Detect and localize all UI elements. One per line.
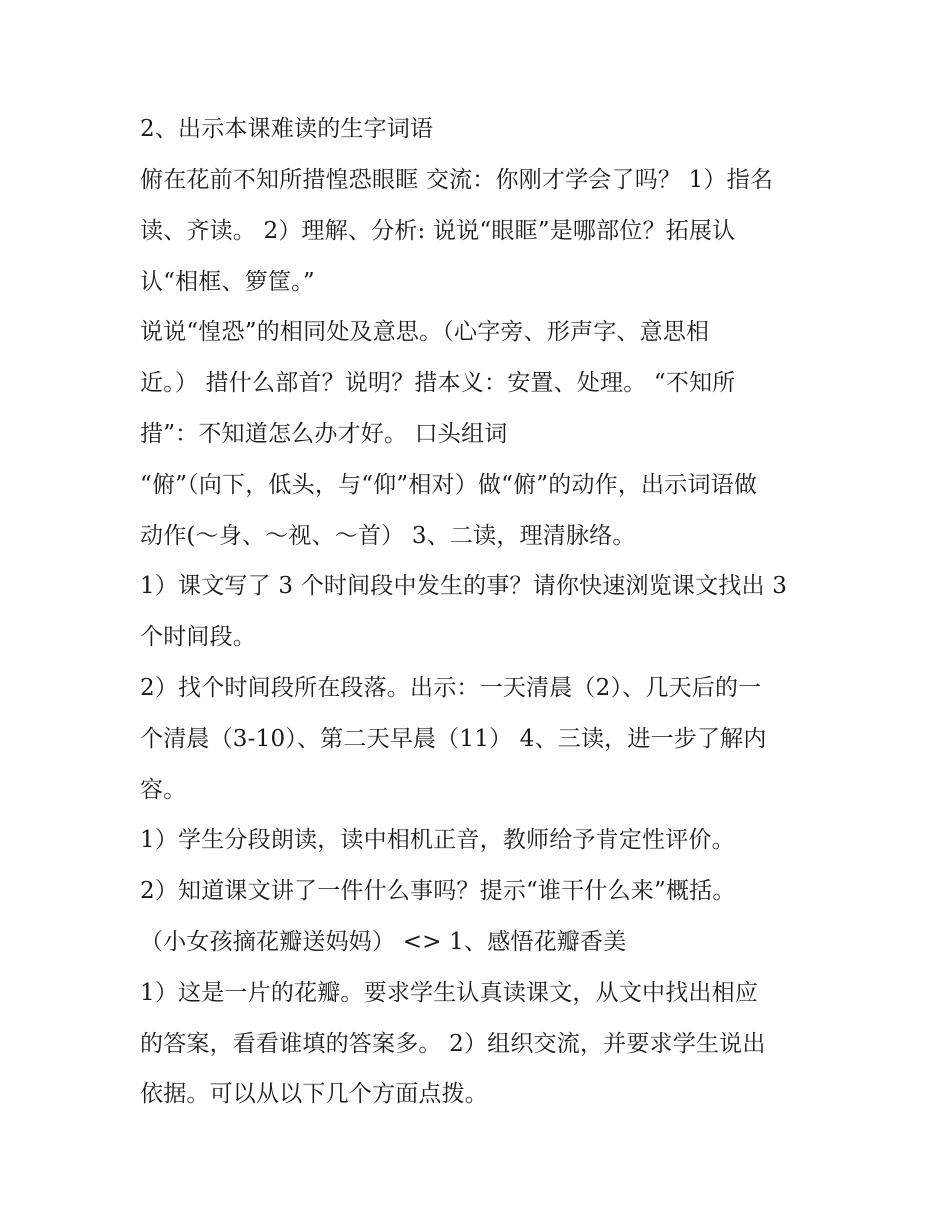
text-line: 2）找个时间段所在段落。出示：一天清晨（2）、几天后的一 xyxy=(140,675,762,701)
text-line: 容。 xyxy=(140,777,187,803)
text-line: 依据。可以从以下几个方面点拨。 xyxy=(140,1081,488,1107)
text-line: 说说“惶恐”的相同处及意思。（心字旁、形声字、意思相 xyxy=(140,319,710,345)
text-line: 近。） 措什么部首？说明？措本义：安置、处理。 “不知所 xyxy=(140,370,736,396)
text-line: 措”：不知道怎么办才好。 口头组词 xyxy=(140,421,508,447)
text-line: 1）这是一片的花瓣。要求学生认真读课文，从文中找出相应 xyxy=(140,980,759,1006)
text-line: 的答案，看看谁填的答案多。 2）组织交流，并要求学生说出 xyxy=(140,1031,766,1057)
text-line: 个清晨（3-10）、第二天早晨（11） 4、三读，进一步了解内 xyxy=(140,726,767,752)
text-line: 读、齐读。 2）理解、分析: 说说“眼眶”是哪部位？拓展认 xyxy=(140,218,736,244)
text-line: 2）知道课文讲了一件什么事吗？提示“谁干什么来”概括。 xyxy=(140,878,736,904)
text-line: 俯在花前不知所措惶恐眼眶 交流：你刚才学会了吗？ 1）指名 xyxy=(140,167,774,193)
text-line-heading: 2、出示本课难读的生字词语 xyxy=(140,116,434,142)
text-line: （小女孩摘花瓣送妈妈） <> 1、感悟花瓣香美 xyxy=(140,929,627,955)
text-line: “俯”（向下，低头，与“仰”相对）做“俯”的动作，出示词语做 xyxy=(140,472,758,498)
text-line: 认“相框、箩筐。” xyxy=(140,269,315,295)
text-line: 动作(～身、～视、～首） 3、二读，理清脉络。 xyxy=(140,523,636,549)
text-line: 1）学生分段朗读，读中相机正音，教师给予肯定性评价。 xyxy=(140,827,735,853)
text-line: 1）课文写了 3 个时间段中发生的事？请你快速浏览课文找出 3 xyxy=(140,573,788,599)
text-line: 个时间段。 xyxy=(140,624,256,650)
